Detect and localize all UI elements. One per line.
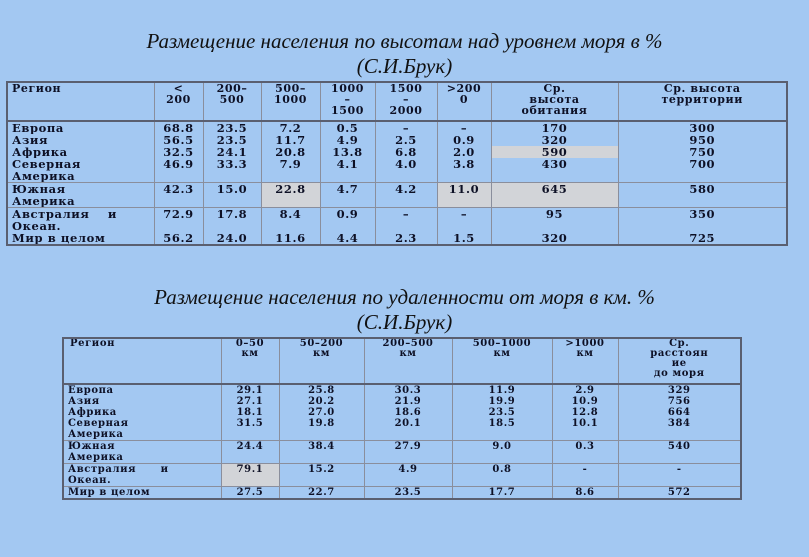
- header-cell: 200–500 км: [364, 338, 452, 384]
- region-cell: Австралия и Океан.: [63, 464, 221, 487]
- value-cell: 31.5: [221, 418, 279, 441]
- value-cell: 72.9: [154, 208, 203, 233]
- value-cell: 20.2: [279, 396, 364, 407]
- value-cell: 0.8: [452, 464, 552, 487]
- value-cell: 56.5: [154, 134, 203, 146]
- value-cell: 0.9: [437, 134, 491, 146]
- value-cell: 11.0: [437, 183, 491, 208]
- value-cell: 0.5: [320, 121, 375, 134]
- value-cell: 11.9: [452, 384, 552, 396]
- table-row: [7, 183, 787, 208]
- value-cell: 21.9: [364, 396, 452, 407]
- value-cell: 15.2: [279, 464, 364, 487]
- table1-title-line1: Размещение населения по высотам над уровнем моря в %: [146, 29, 663, 53]
- value-cell: 7.9: [261, 158, 320, 183]
- value-cell: 2.5: [375, 134, 437, 146]
- value-cell: 68.8: [154, 121, 203, 134]
- value-cell: 79.1: [221, 464, 279, 487]
- value-cell: 2.9: [552, 384, 618, 396]
- value-cell: 20.1: [364, 418, 452, 441]
- table2-title-line2: (С.И.Брук): [356, 310, 453, 334]
- region-cell: Южная Америка: [63, 441, 221, 464]
- region-cell: Австралия и Океан.: [7, 208, 154, 233]
- table2-title-line1: Размещение населения по удаленности от моря в км. %: [154, 285, 655, 309]
- header-cell: 500– 1000: [261, 82, 320, 121]
- region-cell: Северная Америка: [7, 158, 154, 183]
- value-cell: 9.0: [452, 441, 552, 464]
- value-cell: 18.6: [364, 407, 452, 418]
- value-cell: 4.4: [320, 232, 375, 245]
- value-cell: 22.8: [261, 183, 320, 208]
- header-cell: 50–200 км: [279, 338, 364, 384]
- value-cell: –: [375, 121, 437, 134]
- value-cell: 10.1: [552, 418, 618, 441]
- value-cell: 10.9: [552, 396, 618, 407]
- value-cell: 56.2: [154, 232, 203, 245]
- header-cell: Регион: [63, 338, 221, 384]
- value-cell: 18.5: [452, 418, 552, 441]
- header-cell: < 200: [154, 82, 203, 121]
- value-cell: 384: [618, 418, 741, 441]
- header-cell: Ср. высота территории: [618, 82, 787, 121]
- region-cell: Африка: [63, 407, 221, 418]
- value-cell: 13.8: [320, 146, 375, 158]
- value-cell: 12.8: [552, 407, 618, 418]
- table-row: [63, 441, 741, 464]
- value-cell: 320: [491, 134, 618, 146]
- table-row: [63, 418, 741, 441]
- value-cell: 725: [618, 232, 787, 245]
- value-cell: 42.3: [154, 183, 203, 208]
- value-cell: 0.9: [320, 208, 375, 233]
- header-cell: 1000 – 1500: [320, 82, 375, 121]
- value-cell: 33.3: [203, 158, 261, 183]
- value-cell: 300: [618, 121, 787, 134]
- value-cell: 2.0: [437, 146, 491, 158]
- header-cell: Ср. высота обитания: [491, 82, 618, 121]
- region-cell: Мир в целом: [7, 232, 154, 245]
- table-row: [7, 121, 787, 134]
- value-cell: 24.0: [203, 232, 261, 245]
- region-cell: Азия: [63, 396, 221, 407]
- table2-title: [0, 285, 809, 335]
- value-cell: 950: [618, 134, 787, 146]
- value-cell: 2.3: [375, 232, 437, 245]
- region-cell: Северная Америка: [63, 418, 221, 441]
- value-cell: 24.4: [221, 441, 279, 464]
- region-cell: Африка: [7, 146, 154, 158]
- value-cell: 590: [491, 146, 618, 158]
- distance-table: [62, 337, 742, 500]
- value-cell: 4.9: [364, 464, 452, 487]
- value-cell: 17.7: [452, 487, 552, 500]
- value-cell: 23.5: [364, 487, 452, 500]
- header-cell: Ср. расстоян ие до моря: [618, 338, 741, 384]
- table-row: [63, 464, 741, 487]
- value-cell: 645: [491, 183, 618, 208]
- region-cell: Мир в целом: [63, 487, 221, 500]
- value-cell: 329: [618, 384, 741, 396]
- value-cell: 4.9: [320, 134, 375, 146]
- value-cell: 25.8: [279, 384, 364, 396]
- value-cell: 1.5: [437, 232, 491, 245]
- table-row: [63, 384, 741, 396]
- table-row: [63, 487, 741, 500]
- value-cell: 540: [618, 441, 741, 464]
- value-cell: 27.0: [279, 407, 364, 418]
- value-cell: 700: [618, 158, 787, 183]
- value-cell: 29.1: [221, 384, 279, 396]
- value-cell: 95: [491, 208, 618, 233]
- table-row: [7, 146, 787, 158]
- value-cell: –: [375, 208, 437, 233]
- value-cell: 6.8: [375, 146, 437, 158]
- value-cell: 4.1: [320, 158, 375, 183]
- table-row: [7, 158, 787, 183]
- value-cell: 15.0: [203, 183, 261, 208]
- value-cell: 23.5: [452, 407, 552, 418]
- value-cell: 23.5: [203, 121, 261, 134]
- value-cell: 22.7: [279, 487, 364, 500]
- value-cell: 4.2: [375, 183, 437, 208]
- value-cell: 320: [491, 232, 618, 245]
- header-cell: 500–1000 км: [452, 338, 552, 384]
- region-cell: Европа: [63, 384, 221, 396]
- value-cell: 580: [618, 183, 787, 208]
- altitude-table-header: [7, 82, 787, 121]
- value-cell: 32.5: [154, 146, 203, 158]
- value-cell: 350: [618, 208, 787, 233]
- value-cell: –: [437, 208, 491, 233]
- value-cell: 8.4: [261, 208, 320, 233]
- value-cell: 27.5: [221, 487, 279, 500]
- value-cell: 8.6: [552, 487, 618, 500]
- table-row: [7, 232, 787, 245]
- value-cell: 3.8: [437, 158, 491, 183]
- value-cell: 17.8: [203, 208, 261, 233]
- value-cell: 11.7: [261, 134, 320, 146]
- table-row: [63, 407, 741, 418]
- value-cell: 20.8: [261, 146, 320, 158]
- header-cell: 0–50 км: [221, 338, 279, 384]
- header-cell: Регион: [7, 82, 154, 121]
- value-cell: 756: [618, 396, 741, 407]
- header-cell: 200– 500: [203, 82, 261, 121]
- table-row: [63, 396, 741, 407]
- value-cell: 19.9: [452, 396, 552, 407]
- value-cell: -: [552, 464, 618, 487]
- table1-title-line2: (С.И.Брук): [356, 54, 453, 78]
- value-cell: 4.7: [320, 183, 375, 208]
- value-cell: 27.9: [364, 441, 452, 464]
- value-cell: 24.1: [203, 146, 261, 158]
- value-cell: 0.3: [552, 441, 618, 464]
- value-cell: 23.5: [203, 134, 261, 146]
- value-cell: 46.9: [154, 158, 203, 183]
- table-row: [7, 134, 787, 146]
- distance-table-header: [63, 338, 741, 384]
- value-cell: 664: [618, 407, 741, 418]
- value-cell: 7.2: [261, 121, 320, 134]
- value-cell: –: [437, 121, 491, 134]
- value-cell: 19.8: [279, 418, 364, 441]
- header-cell: >200 0: [437, 82, 491, 121]
- value-cell: 38.4: [279, 441, 364, 464]
- value-cell: 11.6: [261, 232, 320, 245]
- table1-title: [0, 29, 809, 79]
- value-cell: 18.1: [221, 407, 279, 418]
- altitude-table: [6, 81, 788, 246]
- header-cell: >1000 км: [552, 338, 618, 384]
- value-cell: 430: [491, 158, 618, 183]
- table-row: [7, 208, 787, 233]
- value-cell: -: [618, 464, 741, 487]
- region-cell: Азия: [7, 134, 154, 146]
- value-cell: 27.1: [221, 396, 279, 407]
- value-cell: 170: [491, 121, 618, 134]
- value-cell: 572: [618, 487, 741, 500]
- header-cell: 1500 – 2000: [375, 82, 437, 121]
- value-cell: 4.0: [375, 158, 437, 183]
- region-cell: Европа: [7, 121, 154, 134]
- region-cell: Южная Америка: [7, 183, 154, 208]
- value-cell: 750: [618, 146, 787, 158]
- value-cell: 30.3: [364, 384, 452, 396]
